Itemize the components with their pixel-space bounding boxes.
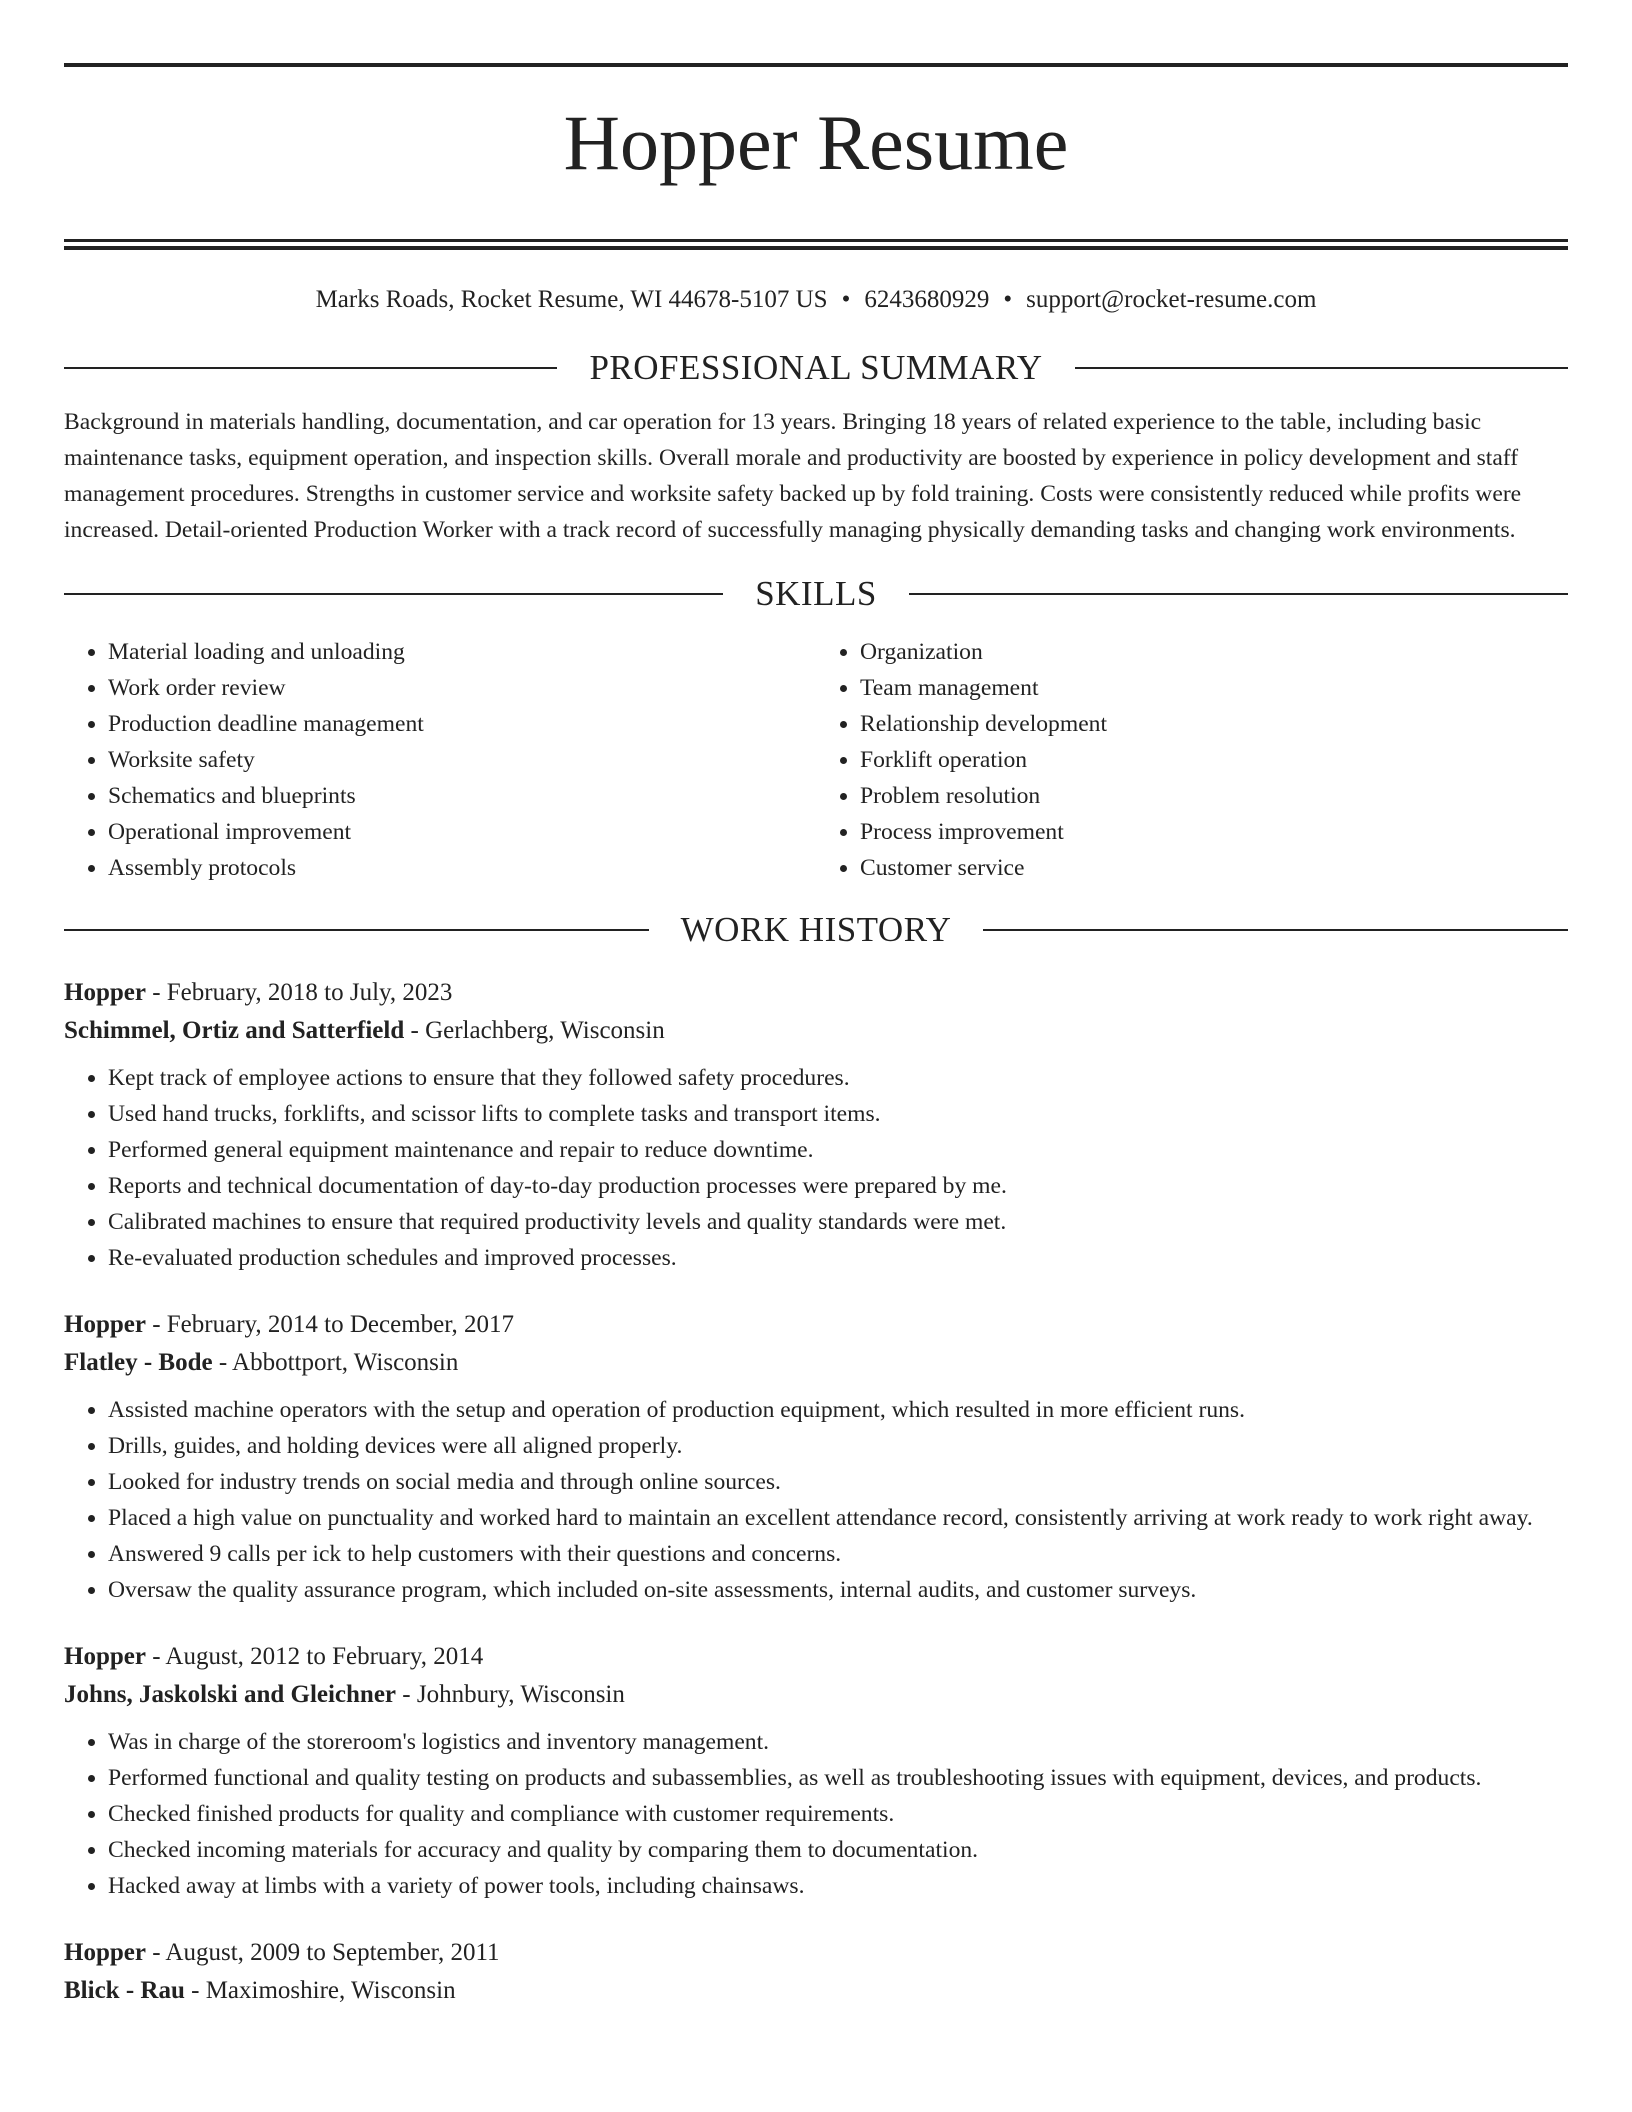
work-title: WORK HISTORY: [680, 910, 952, 950]
job-dates: February, 2014 to December, 2017: [166, 1311, 515, 1339]
skills-column-left: [64, 634, 816, 886]
skills-list: [64, 634, 1568, 886]
job-dates: August, 2009 to September, 2011: [165, 1939, 500, 1967]
heading-rule: [983, 929, 1568, 931]
job-bullet: • Looked for industry trends on social media and through online sources.: [108, 1464, 1568, 1500]
job-entry: [64, 1638, 1568, 1904]
top-rule: [64, 63, 1568, 67]
job-company: Flatley - Bode: [64, 1349, 213, 1377]
skills-heading: [64, 572, 1568, 616]
heading-rule: [64, 593, 723, 595]
skill-item: • Team management: [860, 670, 1568, 706]
contact-address: Marks Roads, Rocket Resume, WI 44678-5107 US: [315, 286, 828, 314]
job-location: Maximoshire, Wisconsin: [205, 1977, 456, 2005]
job-company: Schimmel, Ortiz and Satterfield: [64, 1017, 405, 1045]
contact-separator: •: [1003, 286, 1013, 314]
skills-title: SKILLS: [755, 574, 877, 614]
job-bullet: • Performed functional and quality testing on products and subassemblies, as well as troubleshooting issues with equipment, devices, and products.: [108, 1760, 1568, 1796]
job-bullet: • Performed general equipment maintenance and repair to reduce downtime.: [108, 1132, 1568, 1168]
job-company-line: Blick - Rau - Maximoshire, Wisconsin: [64, 1977, 456, 2005]
summary-heading: [64, 346, 1568, 390]
job-bullet: • Used hand trucks, forklifts, and scissor lifts to complete tasks and transport items.: [108, 1096, 1568, 1132]
job-company-line: Schimmel, Ortiz and Satterfield - Gerlachberg, Wisconsin: [64, 1017, 665, 1045]
job-company: Blick - Rau: [64, 1977, 185, 2005]
contact-line: [64, 282, 1568, 318]
job-role: Hopper: [64, 1939, 146, 1967]
job-entry: [64, 1306, 1568, 1608]
job-bullet: • Checked incoming materials for accuracy and quality by comparing them to documentation.: [108, 1832, 1568, 1868]
skill-item: • Problem resolution: [860, 778, 1568, 814]
job-bullet: • Checked finished products for quality and compliance with customer requirements.: [108, 1796, 1568, 1832]
job-role: Hopper: [64, 979, 146, 1007]
skill-item: • Assembly protocols: [108, 850, 816, 886]
job-company-line: Johns, Jaskolski and Gleichner - Johnbury, Wisconsin: [64, 1681, 625, 1709]
job-location: Johnbury, Wisconsin: [416, 1681, 625, 1709]
job-title-line: Hopper - February, 2014 to December, 2017: [64, 1311, 515, 1339]
heading-rule: [64, 929, 649, 931]
skill-item: • Customer service: [860, 850, 1568, 886]
job-bullets: [64, 1724, 1568, 1904]
job-bullet: • Hacked away at limbs with a variety of power tools, including chainsaws.: [108, 1868, 1568, 1904]
skill-item: • Production deadline management: [108, 706, 816, 742]
job-bullet: • Answered 9 calls per ick to help customers with their questions and concerns.: [108, 1536, 1568, 1572]
job-role: Hopper: [64, 1643, 146, 1671]
job-bullet: • Calibrated machines to ensure that required productivity levels and quality standards were met.: [108, 1204, 1568, 1240]
double-rule: [64, 239, 1568, 250]
skill-item: • Forklift operation: [860, 742, 1568, 778]
skill-item: • Organization: [860, 634, 1568, 670]
skill-item: • Work order review: [108, 670, 816, 706]
job-bullet: • Drills, guides, and holding devices were all aligned properly.: [108, 1428, 1568, 1464]
job-location: Gerlachberg, Wisconsin: [425, 1017, 665, 1045]
job-company-line: Flatley - Bode - Abbottport, Wisconsin: [64, 1349, 459, 1377]
skill-item: • Worksite safety: [108, 742, 816, 778]
resume-name: Hopper Resume: [563, 99, 1069, 186]
job-entry: [64, 974, 1568, 1276]
job-company: Johns, Jaskolski and Gleichner: [64, 1681, 397, 1709]
job-bullet: • Assisted machine operators with the setup and operation of production equipment, which resulted in more efficient runs.: [108, 1392, 1568, 1428]
heading-rule: [1075, 367, 1568, 369]
job-title-line: Hopper - August, 2009 to September, 2011: [64, 1939, 500, 1967]
heading-rule: [64, 367, 557, 369]
skill-item: • Schematics and blueprints: [108, 778, 816, 814]
summary-text: Background in materials handling, documentation, and car operation for 13 years. Bringing 18 years of related experience to the table, including basic maintenance tasks, equipment operation, and inspection skills. Overall morale and productivity are boosted by experience in policy development and staff management procedures. Strengths in customer service and worksite safety backed up by fold training. Costs were consistently reduced while profits were increased. Detail-oriented Production Worker with a track record of successfully managing physically demanding tasks and changing work environments.: [64, 409, 1522, 544]
skill-item: • Material loading and unloading: [108, 634, 816, 670]
summary-title: PROFESSIONAL SUMMARY: [589, 348, 1043, 388]
job-title-line: Hopper - February, 2018 to July, 2023: [64, 979, 453, 1007]
contact-phone: 6243680929: [864, 286, 990, 314]
skill-item: • Operational improvement: [108, 814, 816, 850]
skills-column-right: [816, 634, 1568, 886]
job-title-line: Hopper - August, 2012 to February, 2014: [64, 1643, 484, 1671]
resume-page: [64, 63, 1568, 2010]
heading-rule: [909, 593, 1568, 595]
job-dates: February, 2018 to July, 2023: [166, 979, 453, 1007]
skill-item: • Process improvement: [860, 814, 1568, 850]
job-bullets: [64, 1392, 1568, 1608]
job-role: Hopper: [64, 1311, 146, 1339]
job-bullet: • Reports and technical documentation of day-to-day production processes were prepared by me.: [108, 1168, 1568, 1204]
contact-separator: •: [841, 286, 851, 314]
job-bullet: • Re-evaluated production schedules and improved processes.: [108, 1240, 1568, 1276]
job-bullet: • Kept track of employee actions to ensure that they followed safety procedures.: [108, 1060, 1568, 1096]
job-entry: [64, 1934, 1568, 2010]
skill-item: • Relationship development: [860, 706, 1568, 742]
job-bullet: • Oversaw the quality assurance program, which included on-site assessments, internal audits, and customer surveys.: [108, 1572, 1568, 1608]
work-heading: [64, 908, 1568, 952]
job-bullet: • Placed a high value on punctuality and worked hard to maintain an excellent attendance record, consistently arriving at work ready to work right away.: [108, 1500, 1568, 1536]
job-location: Abbottport, Wisconsin: [232, 1349, 459, 1377]
job-dates: August, 2012 to February, 2014: [165, 1643, 484, 1671]
job-bullets: [64, 1060, 1568, 1276]
contact-email: support@rocket-resume.com: [1026, 286, 1317, 314]
job-bullet: • Was in charge of the storeroom's logistics and inventory management.: [108, 1724, 1568, 1760]
